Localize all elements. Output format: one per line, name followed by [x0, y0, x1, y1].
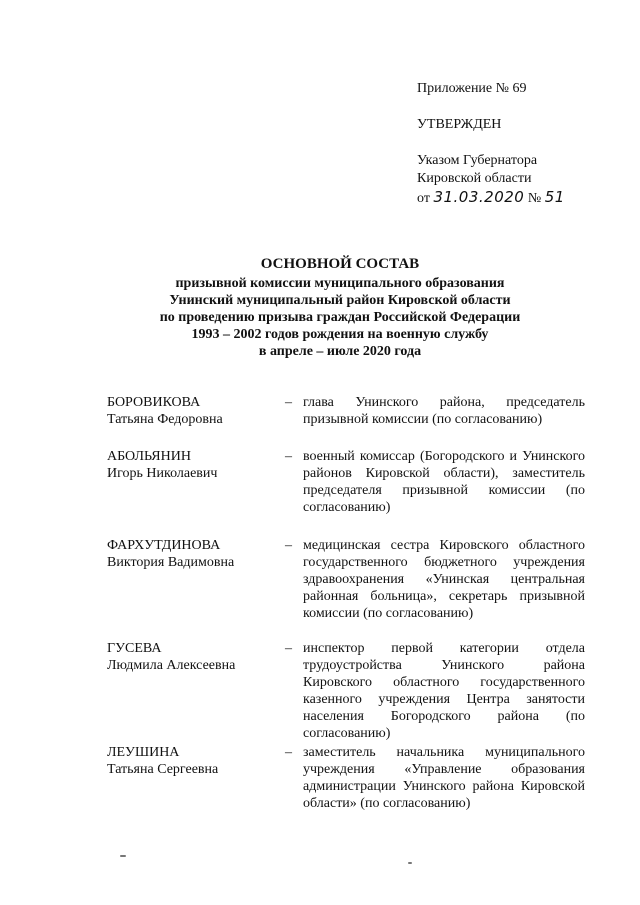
title-line: призывной комиссии муниципального образования [175, 276, 505, 291]
member-entry [107, 394, 585, 448]
member-surname: БОРОВИКОВА [107, 395, 201, 410]
document-title [100, 256, 580, 360]
approved-stamp-text: УТВЕРЖДЕН [417, 117, 502, 132]
handwritten-number: 51 [544, 188, 565, 206]
decree-line-2: Кировской области [417, 171, 532, 186]
member-role: глава Унинского района, председатель призывной комиссии (по согласованию) [303, 395, 585, 427]
member-surname: ЛЕУШИНА [107, 745, 180, 760]
member-dash: – [285, 449, 292, 464]
member-dash: – [285, 538, 292, 553]
title-main: ОСНОВНОЙ СОСТАВ [260, 256, 420, 272]
member-surname: АБОЛЬЯНИН [107, 449, 191, 464]
member-name [107, 537, 283, 640]
member-dash: – [285, 395, 292, 410]
number-sign: № [527, 191, 542, 206]
member-name [107, 448, 283, 537]
handwritten-date: 31.03.2020 [433, 188, 525, 206]
title-line: Унинский муниципальный район Кировской области [169, 293, 511, 308]
member-given-name: Игорь Николаевич [107, 466, 218, 481]
member-entry [107, 537, 585, 640]
member-given-name: Виктория Вадимовна [107, 555, 235, 570]
decree-line-1: Указом Губернатора [417, 153, 538, 168]
member-entry [107, 744, 585, 834]
member-role: военный комиссар (Богородского и Унинского районов Кировской области), заместитель председателя призывной комиссии (по согласованию) [303, 449, 585, 515]
member-role: заместитель начальника муниципального учреждения «Управление образования администрации Унинского района Кировской области» (по согласованию) [303, 745, 585, 811]
member-name [107, 640, 283, 744]
member-role: медицинская сестра Кировского областного государственного бюджетного учреждения здравоохранения «Унинская центральная районная больница», секретарь призывной комиссии (по согласованию) [303, 538, 585, 621]
member-entry [107, 448, 585, 537]
member-name [107, 394, 283, 448]
member-given-name: Татьяна Федоровна [107, 412, 223, 427]
member-name [107, 744, 283, 834]
approval-block [417, 80, 627, 208]
member-surname: ГУСЕВА [107, 641, 162, 656]
member-entry [107, 640, 585, 744]
member-surname: ФАРХУТДИНОВА [107, 538, 221, 553]
member-dash: – [285, 641, 292, 656]
scan-speck [120, 855, 126, 857]
title-line: по проведению призыва граждан Российской Федерации [159, 310, 521, 325]
decree-date-line [417, 188, 627, 208]
title-line: в апреле – июле 2020 года [258, 344, 422, 359]
scan-speck [408, 862, 412, 864]
member-role: инспектор первой категории отдела трудоустройства Унинского района Кировского областного государственного казенного учреждения Центра занятости населения Богородского района (по согласованию) [303, 641, 585, 741]
appendix-number: Приложение № 69 [417, 81, 527, 96]
member-given-name: Людмила Алексеевна [107, 658, 236, 673]
member-list [107, 394, 585, 834]
member-dash: – [285, 745, 292, 760]
date-prefix: от [417, 191, 430, 206]
title-line: 1993 – 2002 годов рождения на военную службу [191, 327, 489, 342]
member-given-name: Татьяна Сергеевна [107, 762, 219, 777]
